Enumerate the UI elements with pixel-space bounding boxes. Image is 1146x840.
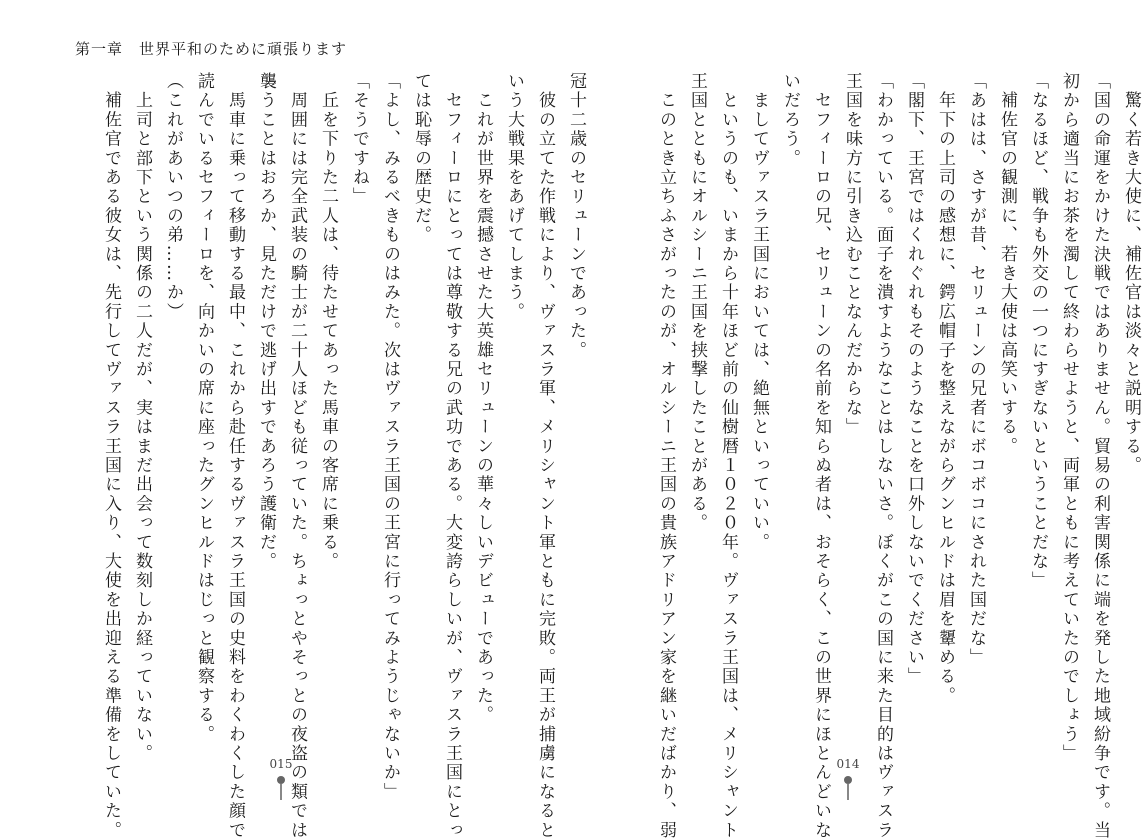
text-line: ては恥辱の歴史だ。	[411, 72, 431, 245]
page-marker-dot-right	[844, 776, 852, 784]
text-line: いう大戦果をあげてしまう。	[504, 72, 524, 322]
text-line: ましてヴァスラ王国においては、絶無といっていい。	[749, 72, 769, 552]
text-line: 冠十二歳のセリューンであった。	[566, 72, 586, 360]
text-line: 「わかっている。面子を潰すようなことはしないさ。ぼくがこの国に来た目的はヴァスラ	[873, 72, 893, 840]
text-line: 周囲には完全武装の騎士が二十人ほども従っていた。ちょっとやそっとの夜盗の類では	[287, 72, 307, 840]
text-line: 読んでいるセフィーロを、向かいの席に座ったグンヒルドはじっと観察する。	[194, 72, 214, 744]
text-line: セフィーロにとっては尊敬する兄の武功である。大変誇らしいが、ヴァスラ王国にとっ	[442, 72, 462, 840]
text-line: 王国とともにオルシーニ王国を挟撃したことがある。	[687, 72, 707, 533]
text-line: 「閣下、王宮ではくれぐれもそのようなことを口外しないでください」	[904, 72, 924, 687]
text-line: 彼の立てた作戦により、ヴァスラ軍、メリシャント軍ともに完敗。両王が捕虜になると	[535, 72, 555, 840]
text-line: 驚く若き大使に、補佐官は淡々と説明する。	[1121, 72, 1141, 476]
text-line: このとき立ちふさがったのが、オルシーニ王国の貴族アドリアン家を継いだばかり、弱	[656, 72, 676, 840]
text-line: 「そうですね」	[349, 72, 369, 207]
text-line: 馬車に乗って移動する最中、これから赴任するヴァスラ王国の史料をわくわくした顔で	[225, 72, 245, 840]
text-line: 「よし、みるべきものはみた。次はヴァスラ王国の王宮に行ってみようじゃないか」	[380, 72, 400, 802]
text-line: （これがあいつの弟……か）	[163, 72, 183, 322]
text-line: いだろう。	[780, 72, 800, 168]
page-marker-stem-left	[280, 784, 282, 800]
text-line: 王国を味方に引き込むことなんだからな」	[842, 72, 862, 437]
page-number-left: 015	[269, 757, 293, 771]
page-marker-stem-right	[847, 784, 849, 800]
text-line: これが世界を震撼させた大英雄セリューンの華々しいデビューであった。	[473, 72, 493, 725]
text-line: 初から適当にお茶を濁して終わらせようと、両軍ともに考えていたのでしょう」	[1059, 72, 1079, 764]
text-line: 「なるほど、戦争も外交の一つにすぎないということだな」	[1028, 72, 1048, 591]
text-line: 襲うことはおろか、見ただけで逃げ出すであろう護衛だ。	[256, 72, 276, 572]
text-line: 年下の上司の感想に、鍔広帽子を整えながらグンヒルドは眉を顰める。	[935, 72, 955, 706]
text-line: 上司と部下という関係の二人だが、実はまだ出会って数刻しか経っていない。	[132, 72, 152, 764]
text-line: 丘を下りた二人は、待たせてあった馬車の客席に乗る。	[318, 72, 338, 572]
text-line: 「国の命運をかけた決戦ではありません。貿易の利害関係に端を発した地域紛争です。当	[1090, 72, 1110, 840]
text-line: 補佐官である彼女は、先行してヴァスラ王国に入り、大使を出迎える準備をしていた。	[101, 72, 121, 840]
chapter-header: 第一章 世界平和のために頑張ります	[75, 40, 348, 58]
text-line: 補佐官の観測に、若き大使は高笑いする。	[997, 72, 1017, 456]
page-number-right: 014	[836, 757, 860, 771]
text-line: というのも、いまから十年ほど前の仙樹暦１０２０年。ヴァスラ王国は、メリシャント	[718, 72, 738, 840]
page-marker-dot-left	[277, 776, 285, 784]
text-line: 「あはは、さすが昔、セリューンの兄者にボコボコにされた国だな」	[966, 72, 986, 668]
text-line: セフィーロの兄、セリューンの名前を知らぬ者は、おそらく、この世界にほとんどいな	[811, 72, 831, 840]
